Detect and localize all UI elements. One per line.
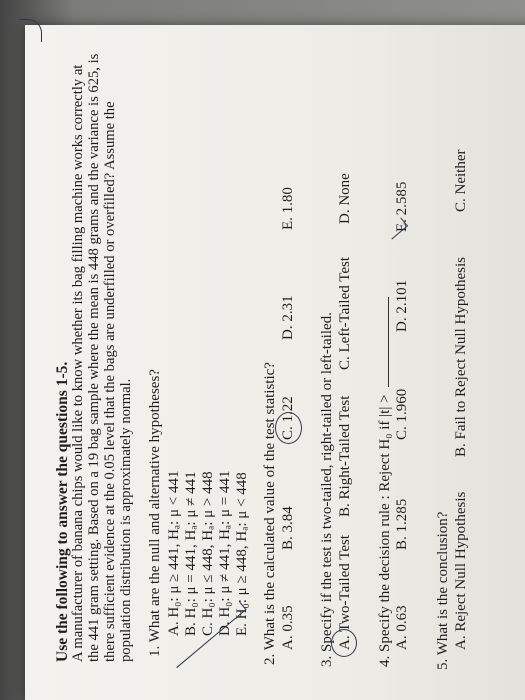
q4-option-d[interactable] [394, 280, 411, 332]
option-text: Reject Null Hypothesis [453, 491, 469, 632]
option-label: B. [394, 536, 410, 550]
option-label: D. [394, 317, 410, 332]
option-label: A. [166, 621, 182, 636]
option-text: None [337, 173, 353, 206]
option-label: E. [234, 623, 250, 636]
question-text: What is the calculated value of the test statistic? [262, 362, 278, 651]
question-text: Specify if the test is two-tailed, right-tailed or left-tailed. [319, 312, 335, 652]
option-label: A. [280, 635, 296, 650]
answer-blank-line [376, 297, 389, 387]
option-label: A. [453, 635, 469, 650]
option-label: C. [280, 426, 296, 440]
option-label: D. [337, 209, 353, 224]
option-text: 1.960 [394, 388, 410, 423]
option-label: B. [183, 622, 199, 636]
question-text: What are the null and alternative hypotheses? [147, 369, 163, 643]
option-text: H₀: μ ≥ 448, Hₐ: μ < 448 [234, 472, 250, 620]
q5-option-c[interactable] [453, 150, 470, 213]
worksheet-page [25, 25, 525, 700]
option-label: B. [280, 536, 296, 550]
option-label: D. [217, 621, 233, 636]
option-text: Fail to Reject Null Hypothesis [453, 257, 469, 440]
q3-option-c[interactable] [337, 257, 354, 370]
option-text: 2.101 [394, 279, 410, 314]
question-4 [376, 297, 394, 667]
option-label: C. [200, 622, 216, 636]
option-label: B. [453, 443, 469, 457]
q2-option-d[interactable] [280, 295, 297, 340]
answer-circle-mark [331, 629, 357, 657]
question-5 [435, 512, 452, 670]
option-label: C. [337, 356, 353, 370]
problem-statement: A manufacturer of banana chips would like to know whether its bag filling machine works correctly at the 441 gram setting. Based on a 19 bag sample where the mean is 448 grams and the variance is 625, is there sufficient evidence at the 0.05 level that the bags are underfilled or overfilled? Assume the population distribution is approximately normal. [70, 53, 134, 662]
q3-option-d[interactable] [337, 173, 354, 224]
option-text: H₀: μ ≤ 448, Hₐ: μ > 448 [200, 471, 216, 619]
q1-option-b[interactable] [183, 471, 200, 636]
option-text: 1.285 [394, 498, 410, 533]
instructions-heading: Use the following to answer the questions 1-5. [54, 361, 71, 662]
question-text: Specify the decision rule : Reject H₀ if |t| > [377, 394, 393, 652]
pen-mark [19, 19, 42, 42]
answer-circle-mark [275, 412, 302, 444]
question-text: What is the conclusion? [435, 511, 451, 656]
option-text: Right-Tailed Test [337, 395, 353, 500]
option-text: H₀: μ = 441, Hₐ: μ ≠ 441 [183, 471, 199, 619]
question-3 [319, 312, 336, 667]
option-text: 2.585 [394, 181, 410, 216]
q4-option-a[interactable] [394, 605, 411, 650]
q4-option-c[interactable] [394, 389, 411, 440]
q5-option-a[interactable] [453, 492, 470, 650]
q2-option-b[interactable] [280, 506, 297, 550]
option-text: 3.84 [280, 506, 296, 533]
option-label: A. [337, 635, 353, 650]
option-text: H₀: μ ≠ 441, Hₐ: μ = 441 [217, 470, 233, 618]
option-label: A. [394, 635, 410, 650]
question-number: 2. [262, 653, 278, 665]
question-2 [262, 362, 279, 665]
option-text: Left-Tailed Test [337, 256, 353, 353]
option-text: 1.80 [280, 187, 296, 214]
option-text: 0.35 [280, 605, 296, 632]
option-label: B. [337, 503, 353, 517]
option-text: 2.31 [280, 295, 296, 322]
q1-option-c[interactable] [200, 471, 217, 636]
q3-option-b[interactable] [337, 396, 354, 517]
option-text: Neither [453, 149, 469, 195]
pen-check-mark [385, 218, 408, 240]
option-label: C. [394, 426, 410, 440]
option-text: Two-Tailed Test [337, 534, 353, 632]
question-1 [147, 369, 164, 657]
option-text: 0.63 [394, 605, 410, 632]
q2-option-e[interactable] [280, 187, 297, 230]
q1-option-a[interactable] [166, 471, 183, 636]
q4-option-b[interactable] [394, 499, 411, 550]
question-number: 4. [377, 655, 393, 667]
q5-option-b[interactable] [453, 257, 470, 457]
question-number: 1. [147, 645, 163, 657]
question-number: 3. [319, 655, 335, 667]
option-label: E. [394, 219, 410, 232]
option-label: C. [453, 198, 469, 212]
option-text: 1.22 [280, 396, 296, 423]
option-label: D. [280, 325, 296, 340]
option-text: H₀: μ ≥ 441, Hₐ: μ < 441 [166, 470, 182, 618]
q2-option-a[interactable] [280, 605, 297, 650]
question-number: 5. [435, 658, 451, 670]
option-label: E. [280, 217, 296, 230]
